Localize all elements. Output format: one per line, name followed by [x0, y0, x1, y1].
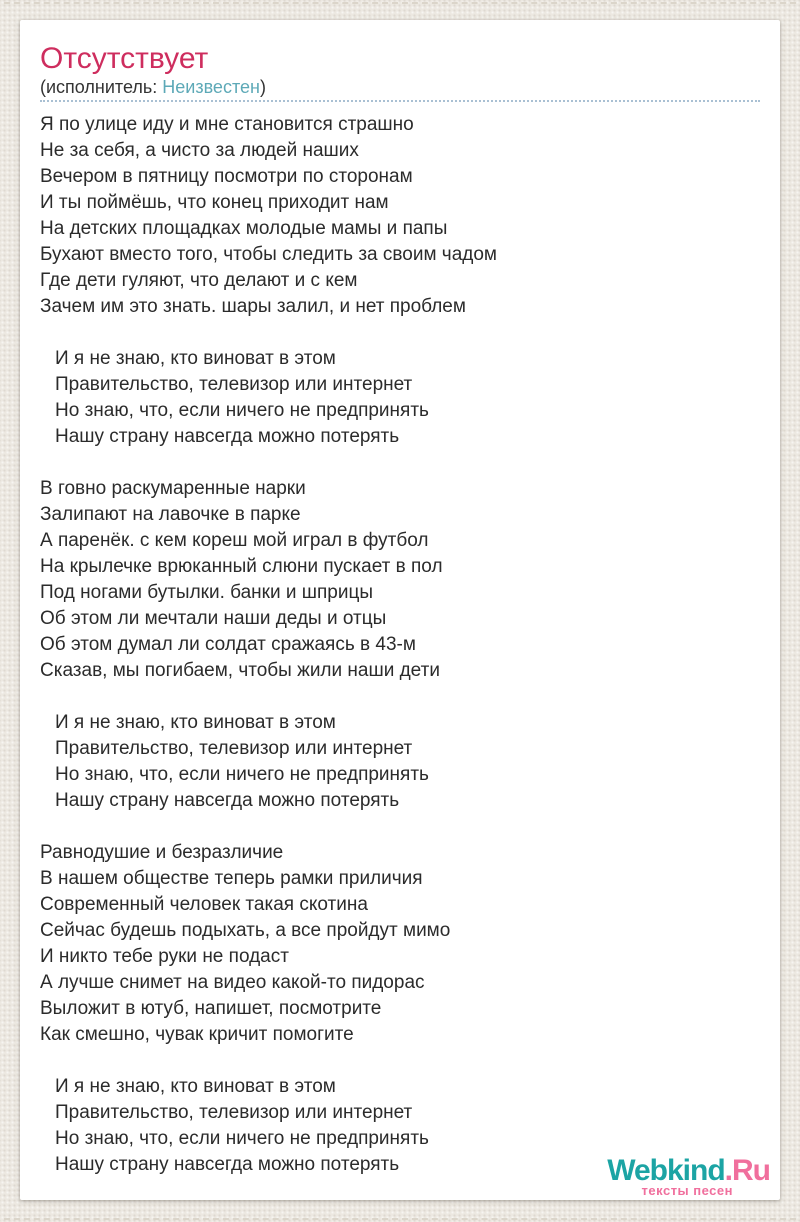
lyric-line: Об этом ли мечтали наши деды и отцы [40, 608, 387, 629]
artist-label-prefix: (исполнитель: [40, 77, 163, 97]
lyric-line: Нашу страну навсегда можно потерять [55, 1154, 400, 1175]
logo-text-webkind: Webkind [607, 1154, 725, 1187]
lyric-line: И я не знаю, кто виноват в этом [55, 712, 336, 733]
song-title: Отсутствует [40, 42, 209, 75]
stanza-chorus [40, 346, 760, 450]
lyric-line: Правительство, телевизор или интернет [55, 1102, 413, 1123]
stanza-verse [40, 840, 760, 1048]
artist-link[interactable]: Неизвестен [162, 77, 260, 97]
lyric-line: Вечером в пятницу посмотри по сторонам [40, 166, 413, 187]
lyric-line: А лучше снимет на видео какой-то пидорас [40, 972, 425, 993]
lyric-line: Современный человек такая скотина [40, 894, 368, 915]
lyric-line: И никто тебе руки не подаст [40, 946, 289, 967]
site-logo[interactable] [607, 1156, 770, 1199]
lyric-line: Залипают на лавочке в парке [40, 504, 301, 525]
dotted-separator [40, 100, 760, 102]
site-logo-tagline: тексты песен [641, 1183, 733, 1198]
lyric-line: Не за себя, а чисто за людей наших [40, 140, 359, 161]
lyric-line: Равнодушие и безразличие [40, 842, 284, 863]
lyric-line: Сказав, мы погибаем, чтобы жили наши дети [40, 660, 440, 681]
lyric-line: А паренёк. с кем кореш мой играл в футбол [40, 530, 429, 551]
lyric-line: Но знаю, что, если ничего не предпринять [55, 764, 429, 785]
lyric-line: В говно раскумаренные нарки [40, 478, 306, 499]
lyric-line: Бухают вместо того, чтобы следить за своим чадом [40, 244, 497, 265]
lyric-line: Я по улице иду и мне становится страшно [40, 114, 414, 135]
lyric-line: Где дети гуляют, что делают и с кем [40, 270, 358, 291]
lyric-line: И я не знаю, кто виноват в этом [55, 1076, 336, 1097]
site-logo-wordmark[interactable] [607, 1156, 770, 1186]
lyrics-card [20, 20, 780, 1200]
lyric-line: И я не знаю, кто виноват в этом [55, 348, 336, 369]
stanza-chorus [40, 710, 760, 814]
lyric-line: Сейчас будешь подыхать, а все пройдут мимо [40, 920, 451, 941]
lyric-line: Об этом думал ли солдат сражаясь в 43-м [40, 634, 416, 655]
background-bottom-dashed-line [4, 1218, 796, 1220]
lyric-line: В нашем обществе теперь рамки приличия [40, 868, 423, 889]
artist-line [40, 77, 760, 97]
lyric-line: Правительство, телевизор или интернет [55, 374, 413, 395]
lyric-line: Под ногами бутылки. банки и шприцы [40, 582, 374, 603]
lyric-line: На крылечке врюканный слюни пускает в пол [40, 556, 443, 577]
lyric-line: Зачем им это знать. шары залил, и нет проблем [40, 296, 466, 317]
lyric-line: Правительство, телевизор или интернет [55, 738, 413, 759]
lyric-line: На детских площадках молодые мамы и папы [40, 218, 448, 239]
lyric-line: Выложит в ютуб, напишет, посмотрите [40, 998, 382, 1019]
lyrics [40, 112, 760, 1178]
lyric-line: Но знаю, что, если ничего не предпринять [55, 400, 429, 421]
background-top-dashed-line [4, 2, 796, 4]
stanza-verse [40, 476, 760, 684]
lyric-line: И ты поймёшь, что конец приходит нам [40, 192, 389, 213]
stanza-verse [40, 112, 760, 320]
lyric-line: Но знаю, что, если ничего не предпринять [55, 1128, 429, 1149]
lyric-line: Нашу страну навсегда можно потерять [55, 790, 400, 811]
artist-label-suffix: ) [259, 77, 266, 97]
logo-text-ru: .Ru [724, 1154, 770, 1187]
lyric-line: Нашу страну навсегда можно потерять [55, 426, 400, 447]
lyric-line: Как смешно, чувак кричит помогите [40, 1024, 354, 1045]
